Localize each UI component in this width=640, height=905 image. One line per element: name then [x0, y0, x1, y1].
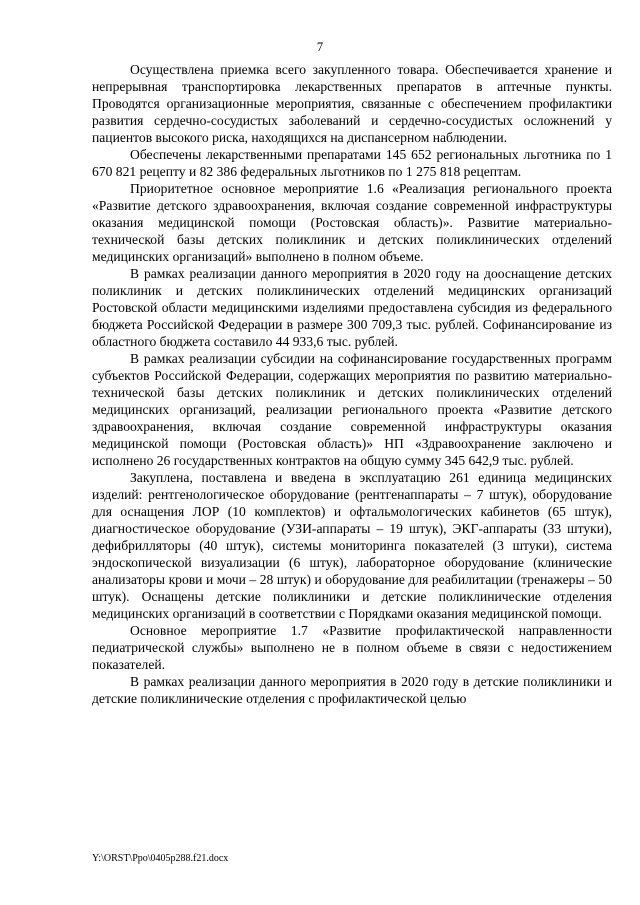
paragraph: Обеспечены лекарственными препаратами 145 652 региональных льготника по 1 670 821 рецепту и 82 386 федеральных льготников по 1 275 818 рецептам. — [92, 147, 612, 179]
footer-file-path: Y:\ORST\Ppo\0405p288.f21.docx — [92, 853, 229, 864]
paragraph: Приоритетное основное мероприятие 1.6 «Реализация регионального проекта «Развитие детского здравоохранения, включая создание современной инфраструктуры оказания медицинской помощи (Ростовская область)». Развитие материально-технической базы детских поликлиник и детских поликлинических отделений медицинских организаций» выполнено в полном объеме. — [92, 181, 612, 264]
paragraph: В рамках реализации субсидии на софинансирование государственных программ субъектов Российской Федерации, содержащих мероприятия по развитию материально-технической базы детских поликлиник и детских поликлинических отделений медицинских организаций, реализации регионального проекта «Развитие детского здравоохранения, включая создание современной инфраструктуры оказания медицинской помощи (Ростовская область)» НП «Здравоохранение заключено и исполнено 26 государственных контрактов на общую сумму 345 642,9 тыс. рублей. — [92, 351, 612, 468]
paragraph: В рамках реализации данного мероприятия в 2020 году на дооснащение детских поликлиник и детских поликлинических отделений медицинских организаций Ростовской области медицинскими изделиями предоставлена субсидия из федерального бюджета Российской Федерации в размере 300 709,3 тыс. рублей. Софинансирование из областного бюджета составило 44 933,6 тыс. рублей. — [92, 266, 612, 349]
paragraph: Закуплена, поставлена и введена в эксплуатацию 261 единица медицинских изделий: рентгенологическое оборудование (рентгенаппараты – 7 штук), оборудование для оснащения ЛОР (10 комплектов) и офтальмологических кабинетов (65 штук), диагностическое оборудование (УЗИ-аппараты – 19 штук), ЭКГ-аппараты (33 штуки), дефибрилляторы (40 штук), системы мониторинга показателей (3 штуки), система эндоскопической визуализации (6 штук), лабораторное оборудование (клинические анализаторы крови и мочи – 28 штук) и оборудование для реабилитации (тренажеры – 50 штук). Оснащены детские поликлиники и детские поликлинические отделения медицинских организаций в соответствии с Порядками оказания медицинской помощи. — [92, 470, 612, 621]
paragraph: Основное мероприятие 1.7 «Развитие профилактической направленности педиатрической службы» выполнено не в полном объеме в связи с недостижением показателей. — [92, 623, 612, 672]
paragraph: Осуществлена приемка всего закупленного товара. Обеспечивается хранение и непрерывная транспортировка лекарственных препаратов в аптечные пункты. Проводятся организационные мероприятия, связанные с обеспечением профилактики развития сердечно-сосудистых заболеваний и сердечно-сосудистых осложнений у пациентов высокого риска, находящихся на диспансерном наблюдении. — [92, 62, 612, 145]
paragraph: В рамках реализации данного мероприятия в 2020 году в детские поликлиники и детские поликлинические отделения с профилактической целью — [92, 674, 612, 706]
page-number: 7 — [316, 40, 324, 54]
document-body — [92, 61, 612, 707]
